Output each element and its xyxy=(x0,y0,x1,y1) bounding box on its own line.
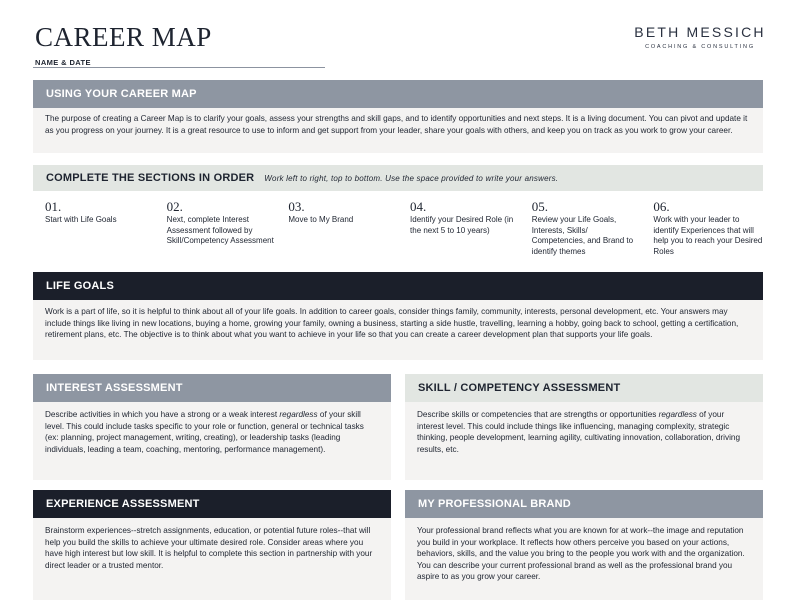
interest-assessment-body[interactable] xyxy=(33,402,391,480)
interest-assessment-header xyxy=(33,374,391,402)
life-goals-heading: LIFE GOALS xyxy=(46,280,114,292)
using-career-map-header xyxy=(33,80,763,108)
professional-brand-header xyxy=(405,490,763,518)
skill-assessment-heading: SKILL / COMPETENCY ASSESSMENT xyxy=(418,382,621,394)
complete-sections-heading: COMPLETE THE SECTIONS IN ORDER xyxy=(46,172,255,184)
skill-body-end: of your interest level. This could include things like influencing, managing complexity, strategic thinking, people development, learning agility, cultivating innovation, collaboration, driving results, etc. xyxy=(417,410,740,454)
page-title: CAREER MAP xyxy=(35,22,212,52)
step-item xyxy=(155,200,277,257)
interest-body-start: Describe activities in which you have a strong or a weak interest xyxy=(45,410,280,419)
life-goals-body[interactable]: Work is a part of life, so it is helpful to think about all of your life goals. In addition to career goals, consider things family, community, interests, personal development, etc. Your answers may include things like living in new locations, buying a home, growing your family, owning a business, starting a side hustle, travelling, learning a hobby, going back to school, getting a certification, retirement plans, etc. The objective is to think about what you want to achieve in your life so that you can create a career development plan that supports your life goals. xyxy=(33,300,763,360)
step-text: Work with your leader to identify Experiences that will help you to reach your Desired Roles xyxy=(653,215,763,256)
interest-assessment-heading: INTEREST ASSESSMENT xyxy=(46,382,183,394)
name-date-line[interactable] xyxy=(33,67,325,68)
step-number: 06. xyxy=(653,199,670,214)
brand-tagline: COACHING & CONSULTING xyxy=(645,44,755,50)
professional-brand-body[interactable]: Your professional brand reflects what you are known for at work--the image and reputation you build in your workplace. It reflects how others perceive you based on your actions, behaviors, skills, and the value you bring to the people you work with and the organization. You can describe your current professional brand as well as the professional brand you aspire to as you grow your career. xyxy=(405,518,763,600)
step-item xyxy=(33,200,155,257)
steps-list xyxy=(33,200,763,257)
step-number: 02. xyxy=(166,199,183,214)
name-date-label: NAME & DATE xyxy=(35,58,91,67)
step-text: Next, complete Interest Assessment followed by Skill/Competency Assessment xyxy=(166,215,274,245)
professional-brand-heading: MY PROFESSIONAL BRAND xyxy=(418,498,571,510)
life-goals-header xyxy=(33,272,763,300)
interest-body-end: of your skill level. This could include tasks specific to your role or function, general or technical tasks (ex: planning, project management, writing, creating), or leadership tasks (leading individuals, leading a team, coaching, mentoring, performance management). xyxy=(45,410,364,454)
skill-assessment-body[interactable] xyxy=(405,402,763,480)
using-career-map-heading: USING YOUR CAREER MAP xyxy=(46,88,197,100)
skill-assessment-header xyxy=(405,374,763,402)
step-item xyxy=(276,200,398,257)
skill-body-start: Describe skills or competencies that are strengths or opportunities xyxy=(417,410,659,419)
experience-assessment-heading: EXPERIENCE ASSESSMENT xyxy=(46,498,200,510)
skill-body-emphasis: regardless xyxy=(658,410,697,419)
step-number: 01. xyxy=(45,199,62,214)
complete-sections-hint: Work left to right, top to bottom. Use the space provided to write your answers. xyxy=(264,173,559,183)
step-text: Identify your Desired Role (in the next 5 to 10 years) xyxy=(410,215,514,235)
step-text: Move to My Brand xyxy=(288,215,354,224)
complete-sections-header xyxy=(33,165,763,191)
step-text: Review your Life Goals, Interests, Skills/ Competencies, and Brand to identify themes xyxy=(531,215,634,256)
brand-logo xyxy=(625,24,775,50)
step-item xyxy=(398,200,520,257)
step-item xyxy=(520,200,642,257)
step-item xyxy=(641,200,763,257)
experience-assessment-header xyxy=(33,490,391,518)
step-number: 05. xyxy=(531,199,548,214)
interest-body-emphasis: regardless xyxy=(279,410,318,419)
using-career-map-body: The purpose of creating a Career Map is to clarify your goals, assess your strengths and skill gaps, and to identify opportunities and next steps. It is a living document. You can pivot and update it as you progress on your journey. It is a great resource to use to inform and get support from your leader, share your goals with others, and keep you on track as you work to grow your career. xyxy=(33,108,763,153)
step-text: Start with Life Goals xyxy=(45,215,117,224)
brand-name: BETH MESSICH xyxy=(634,24,766,40)
step-number: 04. xyxy=(410,199,427,214)
experience-assessment-body[interactable]: Brainstorm experiences--stretch assignments, education, or potential future roles--that will help you build the skills to achieve your ultimate desired role. Consider areas where you have high interest but low skill. It is helpful to complete this section in partnership with your direct leader or a trusted mentor. xyxy=(33,518,391,600)
step-number: 03. xyxy=(288,199,305,214)
